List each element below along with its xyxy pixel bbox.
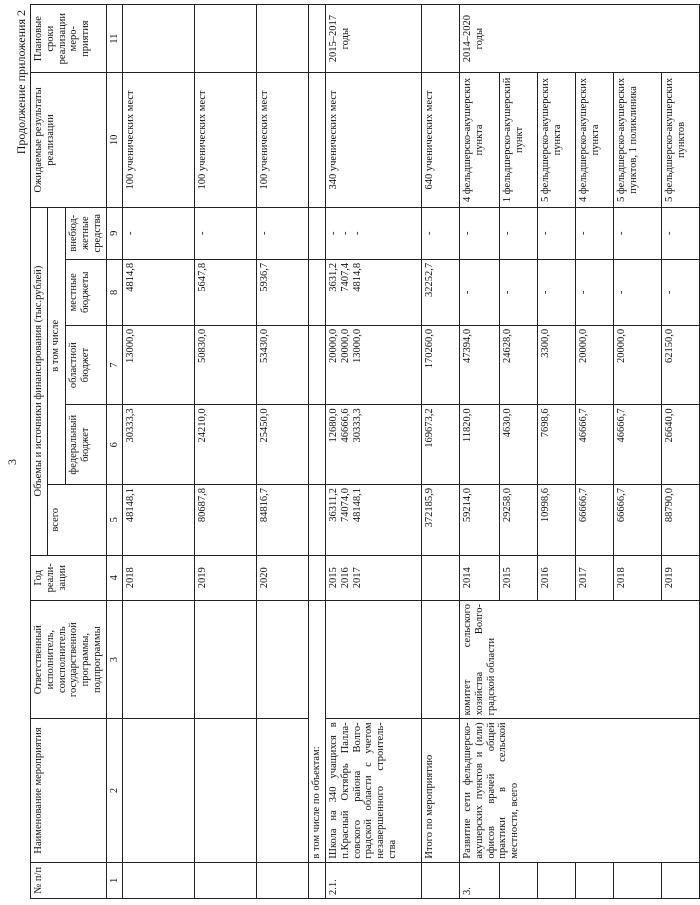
header-incl: в том числе	[47, 207, 66, 485]
table-row: 3. Развитие сети фельдшерско-акушерских пунктов и (или) офисов врачей общей практики в сельской местности, всего комитет сельского хозяйства Волго-градской области 2014 59214,0 11820,0 47394,0 - - 4 фельдшерско-акушерских пункта 2014–2020 годы	[460, 5, 500, 899]
header-funding: Объемы и источники финансирования (тыс.рублей)	[31, 207, 48, 555]
table-row: Итого по мероприятию 372185,9 169673,2 170260,0 32252,7 - 640 ученических мест	[422, 5, 460, 899]
total-label: Итого по мероприятию	[422, 719, 460, 862]
header-num: № п/п	[31, 862, 107, 898]
measure-name: Развитие сети фельдшерско-акушерских пунктов и (или) офисов врачей общей практики в сельской местности, всего	[460, 719, 700, 862]
row-number: 2.1.	[326, 862, 422, 898]
table-row: 2020 84816,7 25450,0 53430,0 5936,7 - 100 ученических мест	[257, 5, 309, 899]
table-row: 2015 29258,0 4630,0 24628,0 - - 1 фельдшерско-акушерский пункт	[500, 5, 538, 899]
column-number-row	[106, 5, 123, 899]
header-regional: областной бюджет	[66, 325, 106, 405]
table-row: 2018 66666,7 46666,7 20000,0 - - 5 фельдшерско-акушерских пунктов, 1 поликлиника	[614, 5, 662, 899]
col-number: 10	[106, 73, 123, 207]
header-extra: внебюд-жетные средства	[66, 207, 106, 259]
header-terms: Плановые сроки реализации меро-приятия	[31, 5, 107, 73]
col-number: 5	[106, 485, 123, 556]
header-year: Год реали-зации	[31, 555, 107, 600]
table-row: 2017 66666,7 46666,7 20000,0 - - 4 фельдшерско-акушерских пункта	[576, 5, 614, 899]
measure-name: Школа на 340 учащихся в п.Красный Октябрь Палла-совского района Волго-градской области с учетом незавершенного строитель-ства	[326, 719, 422, 862]
header-name: Наименование мероприятия	[31, 719, 107, 862]
col-number: 1	[106, 862, 123, 898]
header-federal: федеральный бюджет	[66, 405, 106, 485]
col-number: 6	[106, 405, 123, 485]
header-local: местные бюджеты	[66, 259, 106, 325]
header-executor: Ответственный исполнитель, соисполнитель государственной программы, подпрограммы	[31, 601, 107, 719]
table-row	[309, 5, 326, 899]
table-row: 2019 88790,0 26640,0 62150,0 - - 5 фельдшерско-акушерских пунктов	[662, 5, 700, 899]
header-results: Ожидаемые результаты реализации	[31, 73, 107, 207]
row-number: 3.	[460, 862, 500, 898]
col-number: 2	[106, 719, 123, 862]
funding-table	[30, 4, 700, 899]
col-number: 3	[106, 601, 123, 719]
col-number: 8	[106, 259, 123, 325]
table-row: 2.1. Школа на 340 учащихся в п.Красный Октябрь Палла-совского района Волго-градской области с учетом незавершенного строитель-ства 2015 2016 2017 36311,2 74074,0 48148,1 12680,0 46666,6 30333,3 20000,0 20000,0 13000,0 3631,2 7407,4 4814,8 - - - 340 ученических мест 2015–2017 годы	[326, 5, 422, 899]
col-number: 4	[106, 555, 123, 600]
col-number: 9	[106, 207, 123, 259]
col-number: 7	[106, 325, 123, 405]
table-row: 2016 10998,6 7698,6 3300,0 - - 5 фельдшерско-акушерских пункта	[538, 5, 576, 899]
table-row: 2019 80687,8 24210,0 50830,0 5647,8 - 100 ученических мест	[195, 5, 257, 899]
header-total: всего	[47, 485, 106, 556]
by-objects-label: в том числе по объектам:	[309, 601, 326, 863]
page-number: 3	[5, 459, 19, 465]
continuation-caption: Продолжение приложения 2	[14, 10, 28, 155]
table-row: 2018 48148,1 30333,3 13000,0 4814,8 - 100 ученических мест	[123, 5, 195, 899]
executor-name: комитет сельского хозяйства Волго-градской области	[460, 601, 700, 719]
col-number: 11	[106, 5, 123, 73]
